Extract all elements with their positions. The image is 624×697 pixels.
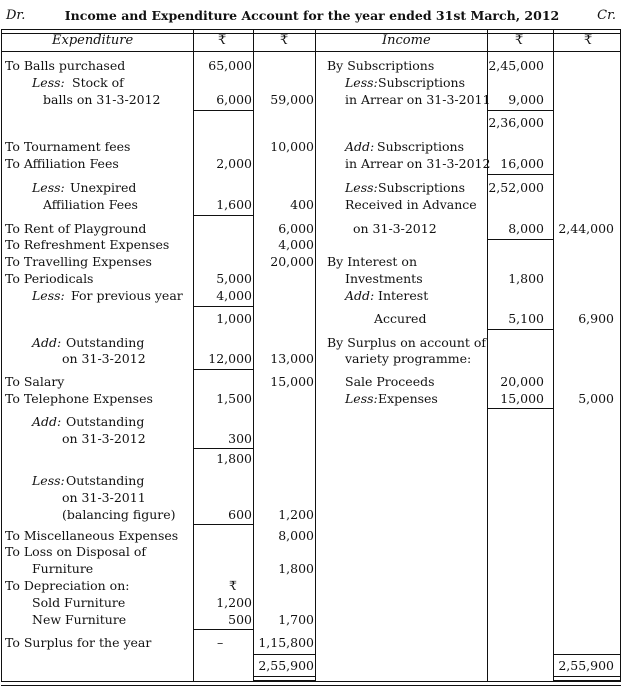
rupee-mark: ₹ — [229, 578, 237, 593]
exp-amount: 1,500 — [216, 391, 252, 406]
exp-amount: 2,000 — [216, 156, 252, 171]
exp-total: 400 — [290, 197, 314, 212]
subtotal-rule — [193, 215, 254, 216]
exp-label: Furniture — [32, 561, 94, 576]
inc-label: By Interest on — [327, 254, 417, 269]
rule-right — [620, 30, 621, 682]
table-bottom-rule — [1, 681, 621, 686]
exp-amount: 1,600 — [216, 197, 252, 212]
exp-label: To Salary — [5, 374, 65, 389]
exp-label: To Balls purchased — [5, 58, 126, 73]
inc-label: Subscriptions — [378, 75, 466, 90]
inc-label: on 31-3-2012 — [353, 221, 437, 236]
inc-label: Add: — [345, 288, 375, 303]
subtotal-rule — [487, 408, 554, 409]
exp-total: 1,800 — [278, 561, 314, 576]
subtotal-rule — [193, 306, 254, 307]
exp-total: 4,000 — [278, 237, 314, 252]
subtotal-rule — [487, 239, 554, 240]
exp-amount: 65,000 — [208, 58, 252, 73]
exp-amount: 500 — [228, 612, 252, 627]
income-grand-total: 2,55,900 — [558, 658, 614, 673]
inc-label: Less: — [345, 180, 378, 195]
subtotal-rule — [193, 369, 254, 370]
rule-exp-col2 — [253, 30, 254, 682]
exp-amount: 1,800 — [216, 451, 252, 466]
exp-label: To Periodicals — [5, 271, 94, 286]
inc-amount: 5,100 — [508, 311, 544, 326]
credit-label: Cr. — [597, 8, 616, 23]
inc-label: in Arrear on 31-3-2011 — [345, 92, 491, 107]
inc-label: Add: — [345, 139, 375, 154]
title-row — [0, 6, 624, 26]
exp-label: Outstanding — [66, 414, 145, 429]
debit-label: Dr. — [6, 8, 26, 23]
inc-label: By Subscriptions — [327, 58, 435, 73]
inc-label: variety programme: — [345, 351, 472, 366]
exp-label: (balancing figure) — [62, 507, 176, 522]
exp-total: 6,000 — [278, 221, 314, 236]
rule-left — [1, 30, 2, 682]
exp-amount: 600 — [228, 507, 252, 522]
inc-label: Sale Proceeds — [345, 374, 435, 389]
rule-inc-col2 — [553, 30, 554, 682]
exp-amount: 300 — [228, 431, 252, 446]
exp-total: 1,200 — [278, 507, 314, 522]
exp-label: on 31-3-2011 — [62, 490, 146, 505]
inc-label: Less: — [345, 75, 378, 90]
exp-label: New Furniture — [32, 612, 127, 627]
exp-total: 1,700 — [278, 612, 314, 627]
exp-label: Less: — [32, 473, 65, 488]
ledger-table — [0, 30, 624, 690]
exp-amount: 1,200 — [216, 595, 252, 610]
exp-label: To Affiliation Fees — [5, 156, 119, 171]
subtotal-rule — [487, 174, 554, 175]
inc-amount: 2,45,000 — [488, 58, 544, 73]
exp-amount: 5,000 — [216, 271, 252, 286]
exp-label: Unexpired — [70, 180, 137, 195]
exp-label: Outstanding — [66, 473, 145, 488]
inc-label: Accured — [374, 311, 427, 326]
inc-label: Subscriptions — [377, 139, 465, 154]
exp-label: To Loss on Disposal of — [5, 544, 146, 559]
exp-total: 13,000 — [270, 351, 314, 366]
total-rule — [253, 654, 315, 655]
inc-label: Interest — [378, 288, 429, 303]
inc-label: Subscriptions — [378, 180, 466, 195]
exp-label: For previous year — [71, 288, 183, 303]
subtotal-rule — [193, 629, 254, 630]
exp-label: balls on 31-3-2012 — [43, 92, 161, 107]
expenditure-heading: Expenditure — [52, 33, 134, 48]
dash-mark: – — [217, 635, 224, 650]
exp-total: 1,15,800 — [258, 635, 314, 650]
inc-label: Investments — [345, 271, 423, 286]
exp-total: 8,000 — [278, 528, 314, 543]
subtotal-rule — [193, 524, 254, 525]
exp-total: 59,000 — [270, 92, 314, 107]
subtotal-rule — [487, 329, 554, 330]
expenditure-grand-total: 2,55,900 — [258, 658, 314, 673]
subtotal-rule — [193, 448, 254, 449]
exp-label: To Refreshment Expenses — [5, 237, 170, 252]
rupee-heading: ₹ — [584, 33, 593, 48]
rule-mid — [315, 30, 316, 682]
exp-total: 20,000 — [270, 254, 314, 269]
exp-label: To Tournament fees — [5, 139, 131, 154]
exp-total: 10,000 — [270, 139, 314, 154]
rupee-heading: ₹ — [515, 33, 524, 48]
exp-label: on 31-3-2012 — [62, 431, 146, 446]
inc-label: Less: — [345, 391, 378, 406]
exp-label: Add: — [32, 414, 62, 429]
header-bottom-rule — [1, 51, 621, 52]
exp-label: on 31-3-2012 — [62, 351, 146, 366]
rupee-heading: ₹ — [218, 33, 227, 48]
subtotal-rule — [487, 110, 554, 111]
exp-label: To Telephone Expenses — [5, 391, 153, 406]
exp-amount: 4,000 — [216, 288, 252, 303]
subtotal-rule — [193, 110, 254, 111]
inc-label: Received in Advance — [345, 197, 477, 212]
inc-amount: 20,000 — [500, 374, 544, 389]
inc-total: 6,900 — [578, 311, 614, 326]
inc-amount: 2,36,000 — [488, 115, 544, 130]
exp-label: To Travelling Expenses — [5, 254, 152, 269]
exp-amount: 1,000 — [216, 311, 252, 326]
inc-amount: 2,52,000 — [488, 180, 544, 195]
exp-label: Less: — [32, 180, 65, 195]
exp-label: To Surplus for the year — [5, 635, 152, 650]
exp-label: To Depreciation on: — [5, 578, 130, 593]
income-heading: Income — [382, 33, 431, 48]
inc-label: in Arrear on 31-3-2012 — [345, 156, 491, 171]
inc-label: Expenses — [378, 391, 438, 406]
exp-label: To Rent of Playground — [5, 221, 147, 236]
page-title: Income and Expenditure Account for the year ended 31st March, 2012 — [64, 8, 560, 23]
exp-total: 15,000 — [270, 374, 314, 389]
exp-label: To Miscellaneous Expenses — [5, 528, 179, 543]
rupee-heading: ₹ — [280, 33, 289, 48]
exp-label: Less: — [32, 288, 65, 303]
rule-exp-col1 — [193, 30, 194, 682]
exp-label: Affiliation Fees — [43, 197, 138, 212]
inc-amount: 8,000 — [508, 221, 544, 236]
total-rule — [553, 654, 621, 655]
exp-amount: 12,000 — [208, 351, 252, 366]
exp-label: Less: — [32, 75, 65, 90]
exp-label: Add: — [32, 335, 62, 350]
inc-amount: 9,000 — [508, 92, 544, 107]
exp-amount: 6,000 — [216, 92, 252, 107]
inc-label: By Surplus on account of — [327, 335, 487, 350]
exp-label: Outstanding — [66, 335, 145, 350]
exp-label: Stock of — [72, 75, 124, 90]
inc-total: 5,000 — [578, 391, 614, 406]
inc-amount: 15,000 — [500, 391, 544, 406]
inc-amount: 16,000 — [500, 156, 544, 171]
inc-amount: 1,800 — [508, 271, 544, 286]
exp-label: Sold Furniture — [32, 595, 126, 610]
inc-total: 2,44,000 — [558, 221, 614, 236]
